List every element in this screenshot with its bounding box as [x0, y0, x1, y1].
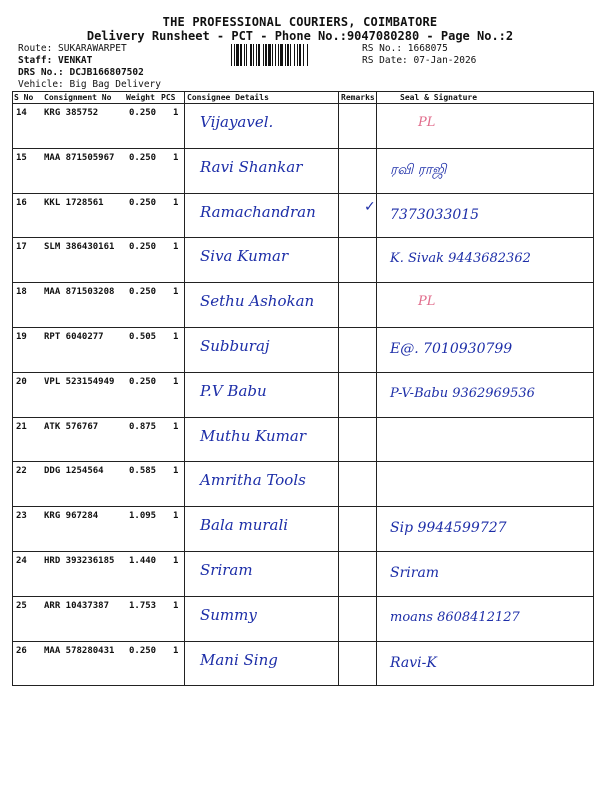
row-stamp: PL: [418, 294, 436, 310]
row-consignee: Sriram: [200, 561, 253, 579]
row-pcs: 1: [173, 645, 179, 656]
col-remarks: Remarks: [341, 93, 375, 102]
row-consignee: P.V Babu: [200, 381, 267, 400]
row-signature: E@. 7010930799: [390, 341, 513, 357]
row-divider: [12, 237, 594, 238]
row-weight: 0.250: [129, 645, 157, 656]
row-weight: 1.753: [129, 600, 157, 611]
row-sno: 19: [16, 332, 27, 342]
row-consignment: MAA 871503208: [44, 287, 115, 298]
rs-date: RS Date: 07-Jan-2026: [362, 55, 477, 66]
row-sno: 26: [16, 645, 27, 656]
row-sno: 16: [16, 197, 27, 208]
row-consignment: KRG 385752: [44, 108, 99, 118]
row-consignee: Ravi Shankar: [200, 157, 303, 176]
row-signature: P-V-Babu 9362969536: [390, 385, 535, 401]
row-pcs: 1: [173, 197, 179, 208]
row-pcs: 1: [173, 556, 179, 566]
row-consignment: ARR 10437387: [44, 600, 110, 611]
row-divider: [12, 327, 594, 328]
drs-number: DRS No.: DCJB166807502: [18, 67, 144, 78]
table-border-top: [12, 91, 594, 92]
row-consignee: Ramachandran: [200, 202, 316, 221]
row-consignment: KKL 1728561: [44, 197, 104, 208]
row-signature: K. Sivak 9443682362: [390, 251, 531, 267]
column-divider: [338, 91, 339, 685]
vehicle: Vehicle: Big Bag Delivery: [18, 79, 161, 90]
column-divider: [376, 91, 377, 685]
row-consignee: Siva Kumar: [200, 247, 289, 266]
row-consignment: RPT 6040277: [44, 332, 104, 342]
route: Route: SUKARAWARPET: [18, 43, 127, 54]
row-pcs: 1: [173, 466, 179, 477]
column-divider: [593, 91, 594, 685]
row-signature: Ravi-K: [390, 654, 437, 671]
row-pcs: 1: [173, 242, 179, 253]
row-weight: 0.875: [129, 421, 157, 432]
runsheet-title: Delivery Runsheet - PCT - Phone No.:9047080280 - Page No.:2: [86, 29, 514, 43]
company-name: THE PROFESSIONAL COURIERS, COIMBATORE: [162, 15, 438, 29]
row-consignee: Mani Sing: [200, 650, 278, 669]
row-pcs: 1: [173, 332, 179, 342]
row-weight: 0.250: [129, 197, 157, 208]
row-pcs: 1: [173, 600, 179, 611]
barcode: [231, 44, 357, 66]
row-sno: 23: [16, 511, 27, 522]
row-weight: 0.250: [129, 152, 157, 163]
staff: Staff: VENKAT: [18, 55, 93, 66]
row-sno: 25: [16, 600, 27, 611]
column-divider: [12, 91, 13, 685]
row-divider: [12, 551, 594, 552]
row-stamp: PL: [418, 115, 436, 130]
col-weight: Weight: [126, 93, 155, 102]
row-sno: 14: [16, 108, 27, 118]
row-consignee: Sethu Ashokan: [200, 292, 315, 311]
col-pcs: PCS: [161, 93, 176, 102]
row-signature: Sriram: [390, 565, 440, 581]
row-consignment: MAA 578280431: [44, 645, 115, 656]
row-signature: ரவி ராஜி: [390, 161, 447, 178]
row-pcs: 1: [173, 421, 179, 432]
row-sno: 18: [16, 287, 27, 298]
row-weight: 1.095: [129, 511, 157, 522]
rs-number: RS No.: 1668075: [362, 43, 448, 54]
row-pcs: 1: [173, 152, 179, 163]
col-consignment: Consignment No: [44, 93, 112, 102]
row-consignee: Subburaj: [200, 337, 270, 355]
row-sno: 22: [16, 466, 27, 477]
row-consignee: Amritha Tools: [200, 471, 306, 490]
row-sno: 21: [16, 421, 27, 432]
row-divider: [12, 417, 594, 418]
col-seal-signature: Seal & Signature: [400, 93, 478, 102]
row-divider: [12, 685, 594, 686]
row-sno: 15: [16, 152, 27, 163]
row-consignment: HRD 393236185: [44, 556, 115, 566]
row-divider: [12, 461, 594, 462]
row-consignment: SLM 386430161: [44, 242, 115, 253]
row-signature: Sip 9944599727: [390, 520, 507, 537]
row-consignment: KRG 967284: [44, 511, 99, 522]
row-divider: [12, 506, 594, 507]
row-consignment: DDG 1254564: [44, 466, 104, 477]
row-consignee: Bala murali: [200, 516, 289, 535]
row-weight: 0.585: [129, 466, 157, 477]
row-sno: 24: [16, 556, 27, 566]
row-divider: [12, 641, 594, 642]
row-pcs: 1: [173, 511, 179, 522]
row-weight: 0.505: [129, 332, 157, 342]
row-signature: 7373033015: [390, 206, 480, 223]
column-divider: [184, 91, 185, 685]
row-consignment: VPL 523154949: [44, 376, 115, 387]
row-divider: [12, 372, 594, 373]
row-sno: 20: [16, 376, 27, 387]
row-pcs: 1: [173, 376, 179, 387]
row-consignee: Vijayavel.: [200, 113, 274, 131]
row-weight: 0.250: [129, 108, 157, 118]
row-weight: 0.250: [129, 287, 157, 298]
row-sno: 17: [16, 242, 27, 253]
row-consignee: Muthu Kumar: [200, 426, 307, 445]
row-divider: [12, 596, 594, 597]
row-weight: 0.250: [129, 242, 157, 253]
row-consignment: MAA 871505967: [44, 152, 115, 163]
row-consignment: ATK 576767: [44, 421, 99, 432]
row-divider: [12, 282, 594, 283]
row-weight: 0.250: [129, 376, 157, 387]
row-signature: moans 8608412127: [390, 609, 520, 625]
row-pcs: 1: [173, 287, 179, 298]
col-consignee: Consignee Details: [187, 93, 269, 102]
check-mark: ✓: [364, 199, 376, 215]
row-divider: [12, 148, 594, 149]
row-pcs: 1: [173, 108, 179, 118]
row-weight: 1.440: [129, 556, 157, 566]
col-sno: S No: [14, 93, 34, 102]
row-consignee: Summy: [200, 605, 257, 624]
header-divider: [12, 103, 594, 104]
row-divider: [12, 193, 594, 194]
